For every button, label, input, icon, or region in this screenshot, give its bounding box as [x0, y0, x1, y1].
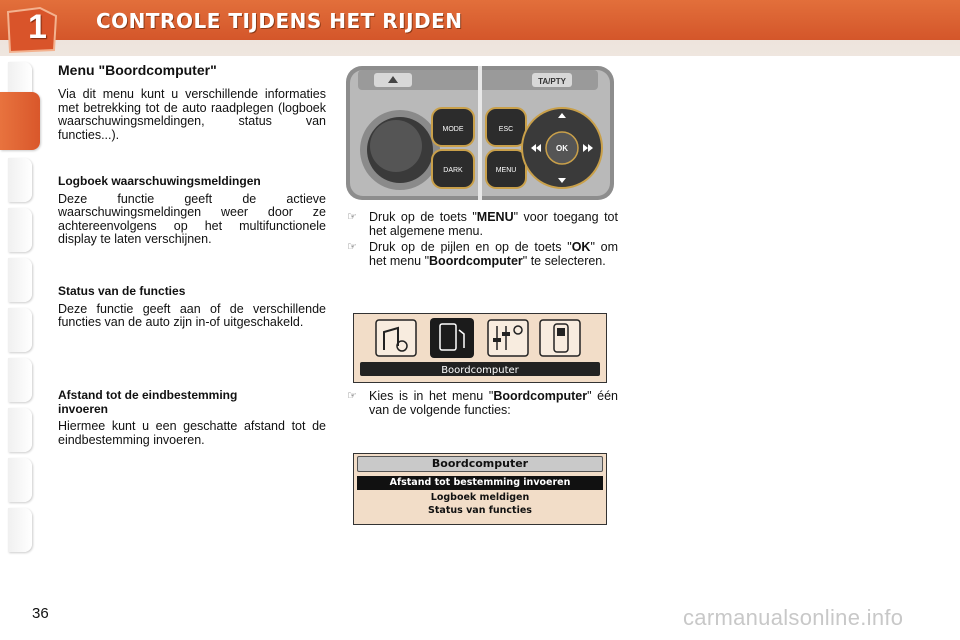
distance-block — [58, 389, 326, 447]
pointing-hand-icon: ☞ — [347, 211, 357, 223]
intro-block — [58, 88, 326, 142]
side-tab[interactable] — [8, 408, 32, 452]
dark-label: DARK — [443, 167, 463, 174]
section-title: Menu "Boordcomputer" — [58, 62, 217, 78]
side-tab[interactable] — [8, 258, 32, 302]
side-tabs — [0, 62, 34, 574]
step1-text-a: Druk op de toets " — [369, 210, 477, 224]
ok-label: OK — [556, 144, 568, 153]
side-tab[interactable] — [8, 158, 32, 202]
step3-menu-name: Boordcomputer — [493, 389, 588, 403]
step2-text-a: Druk op de pijlen en op de toets " — [369, 240, 572, 254]
logbook-title: Logboek waarschuwingsmeldingen — [58, 174, 261, 188]
distance-text: Hiermee kunt u een geschatte afstand tot de eindbestemming invoeren. — [58, 419, 326, 447]
status-text: Deze functie geeft aan of de verschillende functies van de auto zijn in-of uitgeschakeld. — [58, 301, 326, 329]
watermark: carmanualsonline.info — [683, 605, 904, 630]
display-screen-menu — [353, 313, 607, 383]
intro-text: Via dit menu kunt u verschillende informaties met betrekking tot de auto raadplegen (logboek waarschuwingsmeldingen, status van functies...). — [58, 87, 326, 142]
side-tab[interactable] — [8, 358, 32, 402]
side-tab[interactable] — [8, 458, 32, 502]
step1-menu-key: MENU — [476, 210, 514, 224]
pointing-hand-icon: ☞ — [347, 241, 357, 253]
side-tab[interactable] — [8, 508, 32, 552]
mode-label: MODE — [442, 126, 464, 133]
side-tab-active[interactable] — [0, 92, 40, 150]
pointing-hand-icon: ☞ — [347, 390, 357, 402]
control-panel-illustration — [344, 64, 616, 202]
header — [0, 0, 960, 56]
distance-title: Afstand tot de eindbestemming invoeren — [58, 388, 238, 416]
status-block — [58, 285, 326, 330]
submenu-item[interactable]: Status van functies — [428, 505, 532, 516]
status-title: Status van de functies — [58, 284, 186, 298]
step2-menu-name: Boordcomputer — [429, 253, 523, 268]
step3-text-a: Kies is in het menu " — [369, 389, 494, 403]
logbook-text: Deze functie geeft de actieve waarschuwingsmeldingen weer door ze achtereenvolgens op het multifunctionele display te laten verschijnen. — [58, 191, 326, 246]
page-number: 36 — [32, 605, 49, 622]
step-1 — [347, 210, 618, 238]
step3-text-c: " één van de volgende functies: — [369, 389, 618, 417]
display-screen-submenu — [353, 453, 607, 525]
side-tab[interactable] — [8, 308, 32, 352]
step2-ok-key: OK — [571, 240, 591, 254]
step2-text-c: " om het menu " — [369, 240, 618, 268]
step2-text-e: " te selecteren. — [522, 253, 606, 268]
step1-text-c: " voor toegang tot het algemene menu. — [369, 210, 618, 238]
submenu-item-selected[interactable]: Afstand tot bestemming invoeren — [357, 476, 603, 490]
screen1-selected-label: Boordcomputer — [441, 365, 519, 376]
chapter-number: 1 — [28, 8, 47, 46]
logbook-block — [58, 175, 326, 247]
menu-label: MENU — [495, 167, 517, 174]
side-tab[interactable] — [8, 208, 32, 252]
submenu-title: Boordcomputer — [357, 456, 603, 472]
esc-label: ESC — [498, 126, 514, 133]
step-2 — [347, 240, 618, 268]
submenu-item[interactable]: Logboek meldigen — [430, 492, 530, 503]
header-title: CONTROLE TIJDENS HET RIJDEN — [96, 9, 463, 33]
step-3 — [347, 389, 618, 417]
ta-pty-label: TA/PTY — [538, 77, 566, 86]
menu-icons-svg — [354, 314, 606, 382]
control-panel-svg — [344, 64, 616, 202]
